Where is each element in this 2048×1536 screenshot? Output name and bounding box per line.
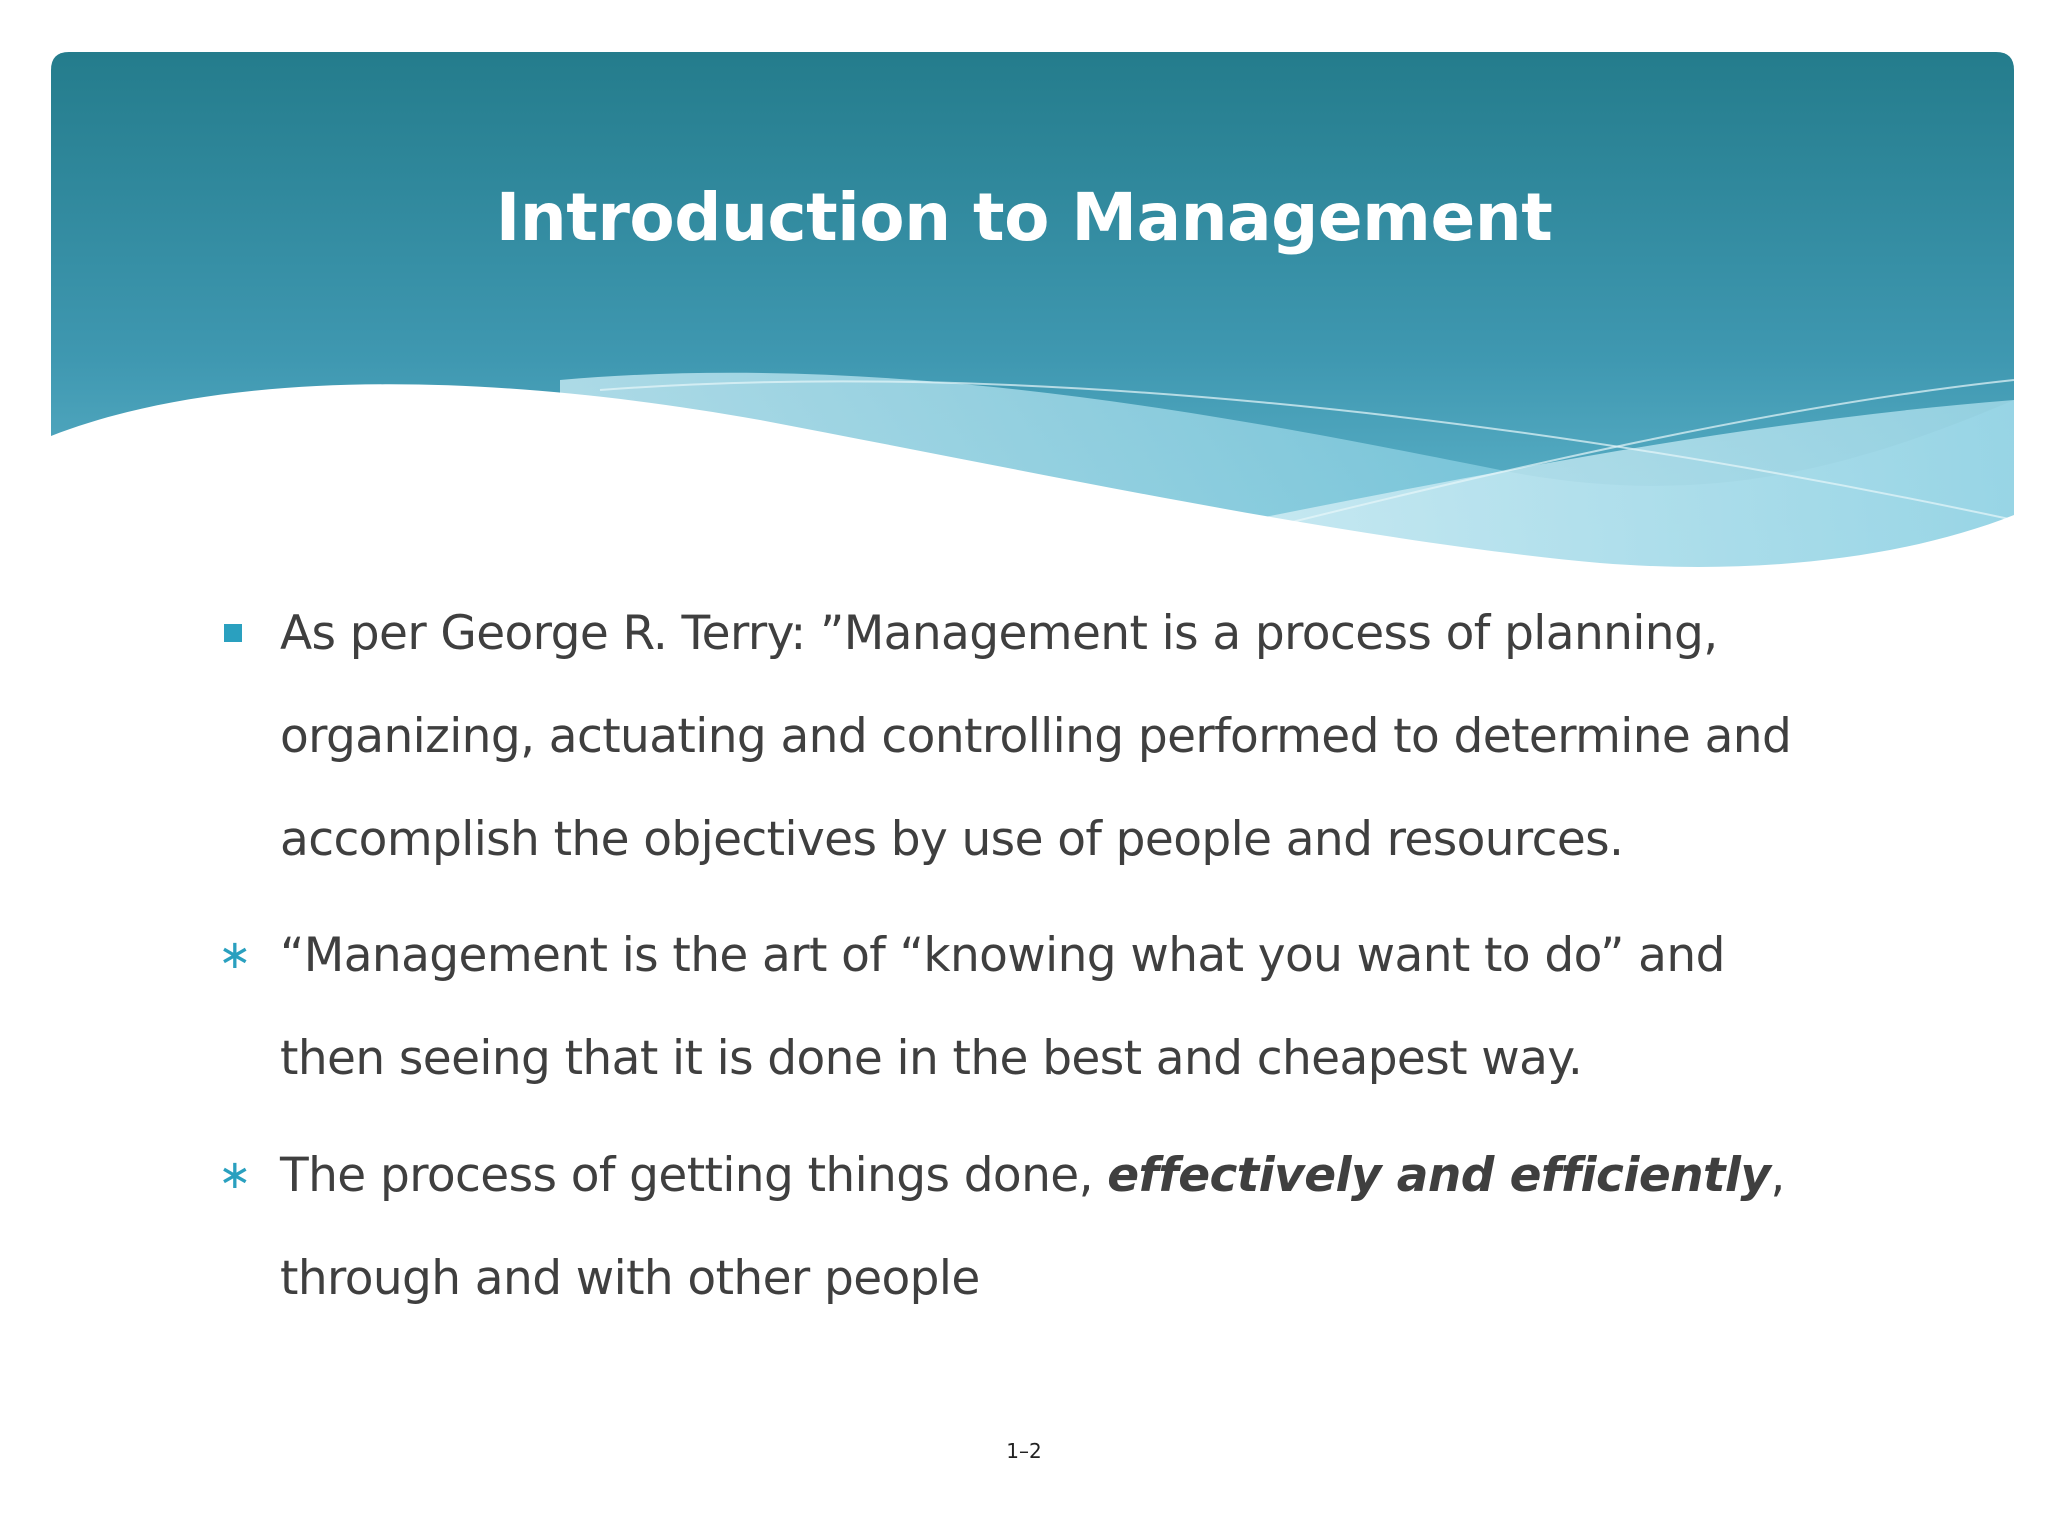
bullet-text-emphasis: effectively and efficiently	[1107, 1148, 1771, 1203]
bullet-text	[280, 1124, 1820, 1330]
asterisk-bullet-icon: ∗	[218, 932, 252, 978]
page-number: 1–2	[1006, 1439, 1042, 1463]
slide-title: Introduction to Management	[495, 179, 1553, 256]
bullet-text-lead: The process of getting things done,	[280, 1148, 1108, 1203]
bullet-text-tail: , through and with other people	[280, 1148, 1785, 1306]
bullet-text: As per George R. Terry: ”Management is a process of planning, organizing, actuating and controlling performed to determine and accomplish the objectives by use of people and resources.	[280, 606, 1792, 867]
bullet-text: “Management is the art of “knowing what you want to do” and then seeing that it is done in the best and cheapest way.	[280, 928, 1725, 1086]
square-bullet-icon	[224, 624, 242, 642]
asterisk-bullet-icon: ∗	[218, 1152, 252, 1198]
